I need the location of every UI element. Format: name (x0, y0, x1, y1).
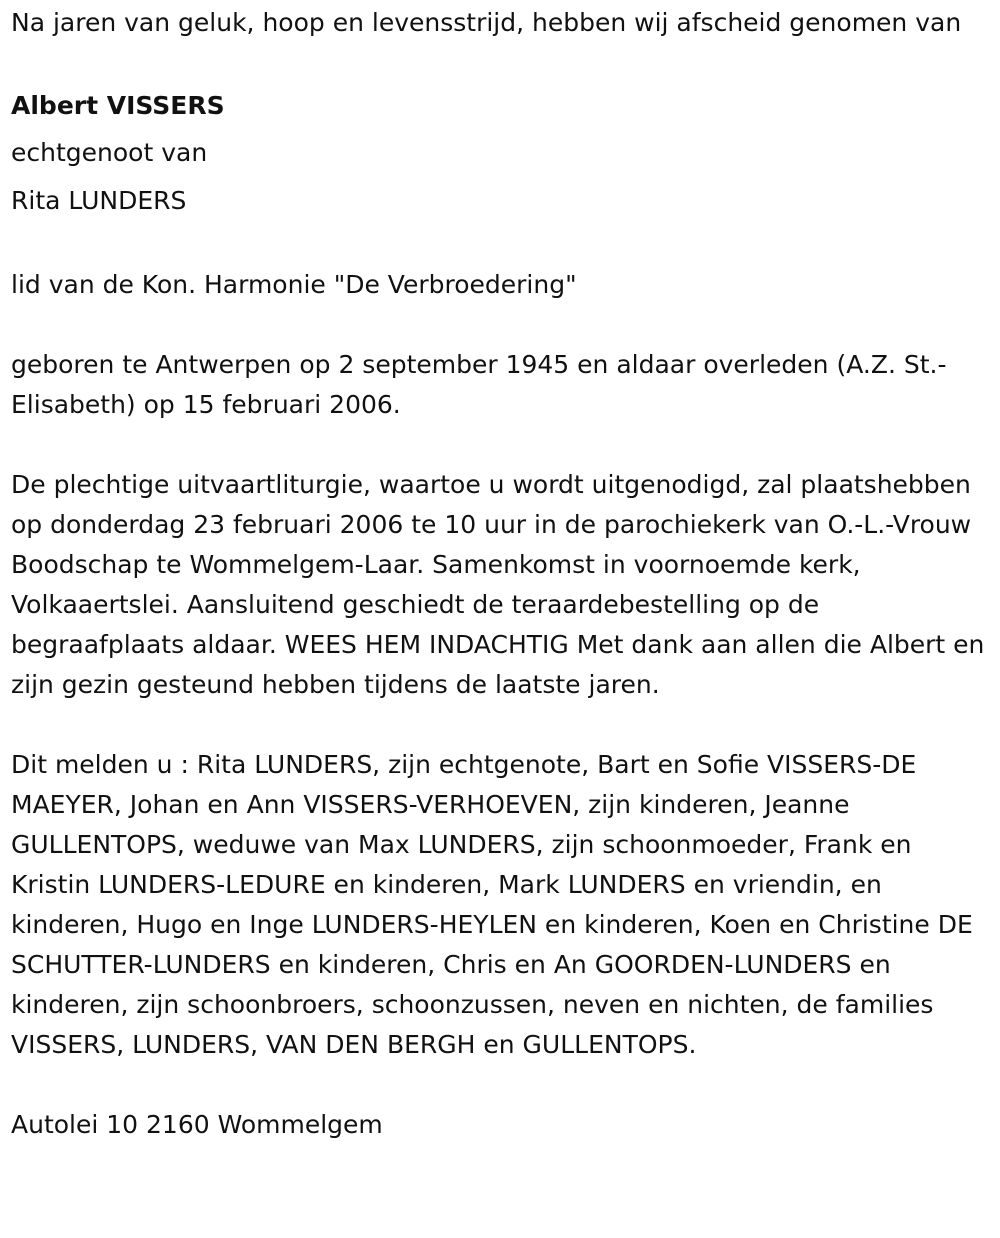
funeral-text: De plechtige uitvaartliturgie, waartoe u wordt uitgenodigd, zal plaatshebben op donderdag 23 februari 2006 te 10 uur in de parochiekerk van O.-L.-Vrouw Boodschap te Wommelgem-Laar. Samenkomst in voornoemde kerk, Volkaaertslei. Aansluitend geschiedt de teraardebestelling op de begraafplaats aldaar. WEES HEM INDACHTIG Met dank aan allen die Albert en zijn gezin gesteund hebben tijdens de laatste jaren. (11, 470, 985, 699)
spouse-name: Rita LUNDERS (11, 186, 187, 215)
address-text: Autolei 10 2160 Wommelgem (11, 1110, 383, 1139)
spacer (11, 225, 991, 265)
birth-death-text: geboren te Antwerpen op 2 september 1945 en aldaar overleden (A.Z. St.-Elisabeth) op 15 februari 2006. (11, 350, 947, 419)
spacer (11, 305, 991, 345)
spouse-label: echtgenoot van (11, 138, 208, 167)
spacer (11, 705, 991, 745)
obituary-document (11, 3, 991, 1145)
membership-text: lid van de Kon. Harmonie "De Verbroedering" (11, 270, 577, 299)
announcers-text: Dit melden u : Rita LUNDERS, zijn echtgenote, Bart en Sofie VISSERS-DE MAEYER, Johan en Ann VISSERS-VERHOEVEN, zijn kinderen, Jeanne GULLENTOPS, weduwe van Max LUNDERS, zijn schoonmoeder, Frank en Kristin LUNDERS-LEDURE en kinderen, Mark LUNDERS en vriendin, en kinderen, Hugo en Inge LUNDERS-HEYLEN en kinderen, Koen en Christine DE SCHUTTER-LUNDERS en kinderen, Chris en An GOORDEN-LUNDERS en kinderen, zijn schoonbroers, schoonzussen, neven en nichten, de families VISSERS, LUNDERS, VAN DEN BERGH en GULLENTOPS. (11, 750, 973, 1059)
spacer (11, 425, 991, 465)
spacer (11, 1065, 991, 1105)
intro-text: Na jaren van geluk, hoop en levensstrijd, hebben wij afscheid genomen van (11, 8, 962, 37)
deceased-name: Albert VISSERS (11, 91, 225, 120)
spacer (11, 43, 991, 83)
